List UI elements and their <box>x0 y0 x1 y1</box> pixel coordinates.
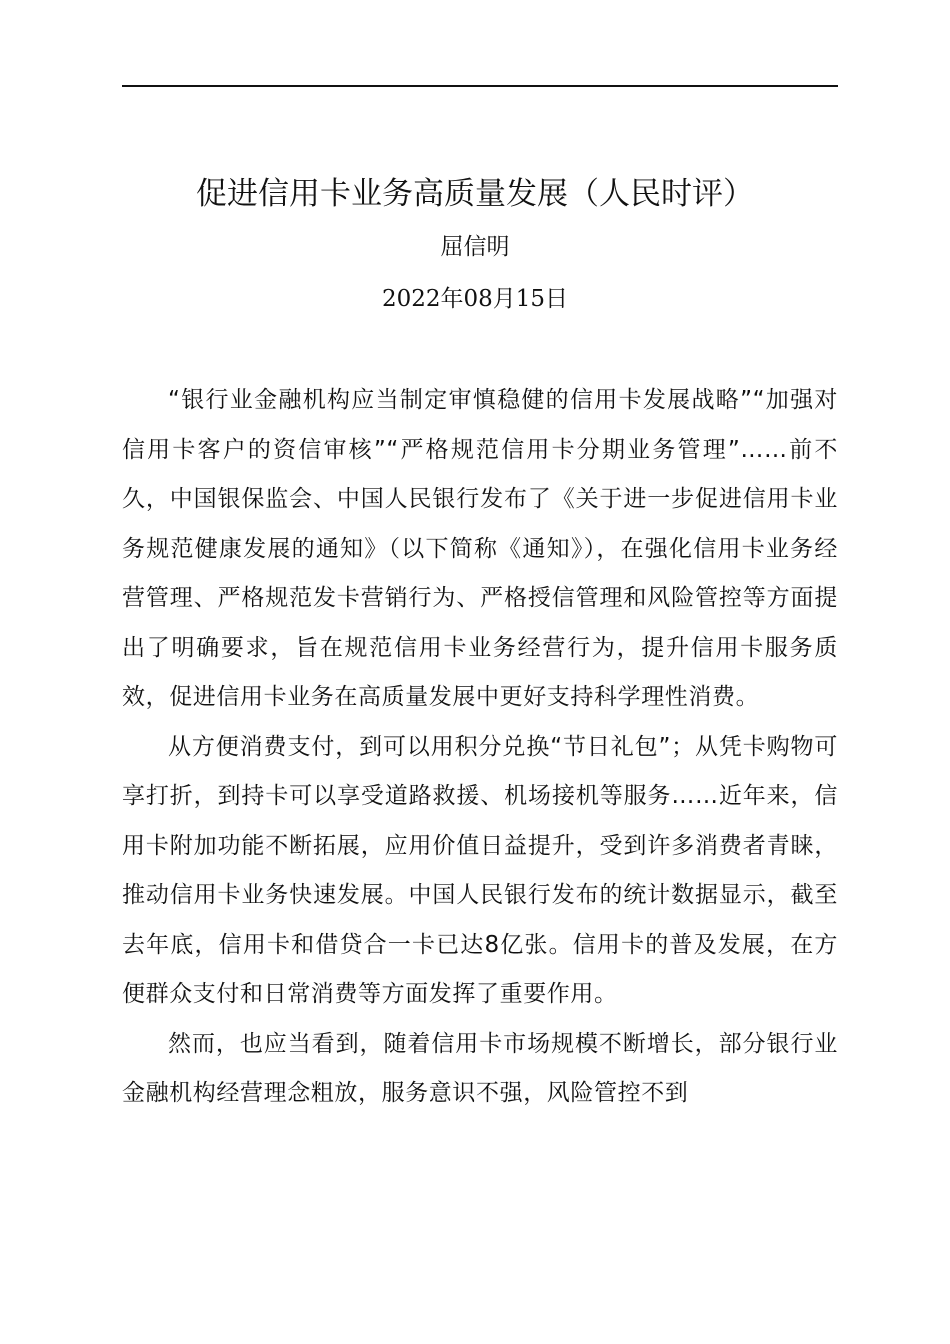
date-month: 08 <box>463 286 493 312</box>
article-body <box>122 376 838 1119</box>
paragraph-3: 然而，也应当看到，随着信用卡市场规模不断增长，部分银行业金融机构经营理念粗放，服务意识不强，风险管控不到 <box>122 1030 838 1106</box>
date-day-suffix: 日 <box>545 286 569 312</box>
article-title: 促进信用卡业务高质量发展（人民时评） <box>196 176 754 212</box>
date-year-suffix: 年 <box>440 286 464 312</box>
paragraph-2: 从方便消费支付，到可以用积分兑换“节日礼包”；从凭卡购物可享打折，到持卡可以享受道路救援、机场接机等服务……近年来，信用卡附加功能不断拓展，应用价值日益提升，受到许多消费者青睐，推动信用卡业务快速发展。中国人民银行发布的统计数据显示，截至去年底，信用卡和借贷合一卡已达8亿张。信用卡的普及发展，在方便群众支付和日常消费等方面发挥了重要作用。 <box>122 733 838 1007</box>
date-day: 15 <box>515 286 546 312</box>
header-rule <box>122 85 838 87</box>
date-month-suffix: 月 <box>492 286 516 312</box>
article-date <box>0 282 950 316</box>
paragraph-1: “银行业金融机构应当制定审慎稳健的信用卡发展战略”“加强对信用卡客户的资信审核”“严格规范信用卡分期业务管理”……前不久，中国银保监会、中国人民银行发布了《关于进一步促进信用卡业务规范健康发展的通知》（以下简称《通知》），在强化信用卡业务经营管理、严格规范发卡营销行为、严格授信管理和风险管控等方面提出了明确要求，旨在规范信用卡业务经营行为，提升信用卡服务质效，促进信用卡业务在高质量发展中更好支持科学理性消费。 <box>122 387 838 710</box>
date-year: 2022 <box>381 286 441 312</box>
article-author: 屈信明 <box>440 234 510 260</box>
